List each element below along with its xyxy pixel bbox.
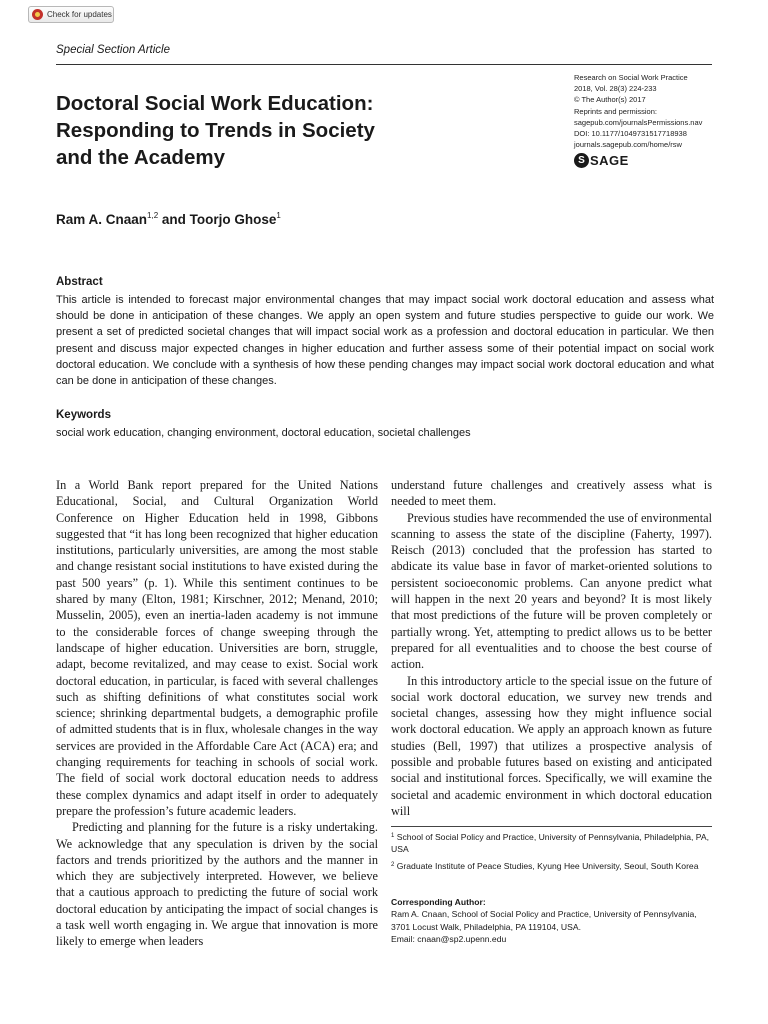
journal-volume: 2018, Vol. 28(3) 224-233 <box>574 84 657 94</box>
journal-home-link[interactable]: journals.sagepub.com/home/rsw <box>574 140 682 150</box>
footnote <box>391 830 712 856</box>
body-column-left <box>56 477 378 950</box>
body-column-right <box>391 477 712 819</box>
author-join: and <box>158 212 190 227</box>
body-paragraph: In a World Bank report prepared for the United Nations Educational, Social, and Cultural Organization World Conference on Higher Education held in 1998, Gibbons suggested that “it has long been recognized that higher education institutions, particularly universities, are among the most stable and change resistant social institutions to have existed during the past 500 years” (p. 1). While this sentiment continues to be shared by many (Elton, 1981; Kirschner, 2012; Menand, 2010; Musselin, 2005), even an inertia-laden academy is not immune to the considerable forces of change sweeping through the landscape of higher education. Universities are born, struggle, adapt, become revitalized, and may cease to exist. Social work doctoral education, in particular, is faced with several challenges such as shifting definitions of what constitutes social work science; shrinking departmental budgets, a demographic profile of admitted students that is in flux, wholesale changes in the way services are provided in the Affordable Care Act (ACA) era; and changing requirements for teaching in schools of social work. The field of social work doctoral education needs to address these complex dynamics and adapt itself in order to adequately prepare the profession’s future academic leaders. <box>56 478 378 818</box>
sage-logo <box>574 153 702 168</box>
abstract-heading: Abstract <box>56 276 103 288</box>
copyright: © The Author(s) 2017 <box>574 95 646 105</box>
section-label: Special Section Article <box>56 44 170 56</box>
corresponding-email[interactable]: Email: cnaan@sp2.upenn.edu <box>391 934 507 945</box>
author-name: Ram A. Cnaan <box>56 212 148 227</box>
footnote-text: Graduate Institute of Peace Studies, Kyung Hee University, Seoul, South Korea <box>396 860 699 871</box>
body-paragraph: Predicting and planning for the future is a risky undertaking. We acknowledge that any speculation is driven by the social factors and trends prioritized by the authors and the manner in which they are subjectively interpreted. However, we believe that a cautious approach to predicting the future of social work doctoral education by anticipating the impact of social changes is a task well worth engaging in. We argue that innovation is more likely to emerge when leaders <box>56 820 378 949</box>
keywords-text: social work education, changing environment, doctoral education, societal challenges <box>56 427 471 439</box>
title-line: Doctoral Social Work Education: <box>56 92 374 115</box>
crossmark-icon <box>32 9 43 20</box>
corresponding-author <box>391 896 712 946</box>
header-rule <box>56 64 712 65</box>
body-paragraph: In this introductory article to the special issue on the future of social work doctoral education, we survey new trends and societal changes, assessing how they might influence social work doctoral education. We apply an approach known as future studies (Bell, 1997) that utilizes a prospective analysis of possible and probable futures based on existing and anticipated social and institutional forces. Specifically, we will examine the societal and academic environment in which doctoral education will <box>391 673 712 818</box>
title-line: and the Academy <box>56 146 225 169</box>
corresponding-heading: Corresponding Author: <box>391 897 486 907</box>
footnote-text: School of Social Policy and Practice, University of Pennsylvania, Philadelphia, PA, USA <box>391 832 709 855</box>
footnote <box>391 859 712 872</box>
footnote-mark: 1 <box>391 833 395 839</box>
reprints-label: Reprints and permission: <box>574 106 657 116</box>
check-for-updates-button[interactable] <box>28 6 114 23</box>
title-line: Responding to Trends in Society <box>56 119 375 142</box>
affiliation-mark: 1 <box>276 211 281 220</box>
body-paragraph: understand future challenges and creatively assess what is needed to meet them. <box>391 478 712 509</box>
check-for-updates-label: Check for updates <box>47 10 112 19</box>
corresponding-address: Ram A. Cnaan, School of Social Policy and Practice, University of Pennsylvania, 3701 Locust Walk, Philadelphia, PA 119104, USA. <box>391 909 697 932</box>
journal-info <box>574 72 702 168</box>
article-title <box>56 90 446 171</box>
affiliation-mark: 1,2 <box>147 211 159 220</box>
abstract-text: This article is intended to forecast major environmental changes that may impact social work doctoral education and assess what should be done in anticipation of these changes. We apply an open system and future studies perspective to guide our work. We present a set of predicted societal changes that will impact social work as a profession and doctoral education in particular. We then present and discuss major expected changes in higher education and further assess some of their potential impact on social work doctoral education. We conclude with a synthesis of how these pending changes may impact social work doctoral education and what can be done in anticipation of these changes. <box>56 294 714 388</box>
doi-link[interactable]: DOI: 10.1177/1049731517718938 <box>574 129 687 139</box>
author-name: Toorjo Ghose <box>189 212 277 227</box>
sage-s-icon: S <box>574 153 589 168</box>
affiliation-footnotes <box>391 826 712 875</box>
journal-name: Research on Social Work Practice <box>574 73 688 82</box>
permissions-link[interactable]: sagepub.com/journalsPermissions.nav <box>574 117 703 127</box>
author-list <box>56 211 281 227</box>
footnote-mark: 2 <box>391 861 395 868</box>
sage-logo-text: SAGE <box>590 153 629 169</box>
keywords-heading: Keywords <box>56 409 111 421</box>
body-paragraph: Previous studies have recommended the use of environmental scanning to assess the state of the discipline (Faherty, 1997). Reisch (2013) concluded that the profession has started to abdicate its value base in favor of market-oriented solutions to persistent socioeconomic problems. Can anyone predict what will happen in the next 20 years and beyond? It is most likely that most predictions of the future will be proven completely or partially wrong. Yet, attempting to predict allows us to be better prepared for all eventualities and to choose the best course of action. <box>391 510 712 672</box>
